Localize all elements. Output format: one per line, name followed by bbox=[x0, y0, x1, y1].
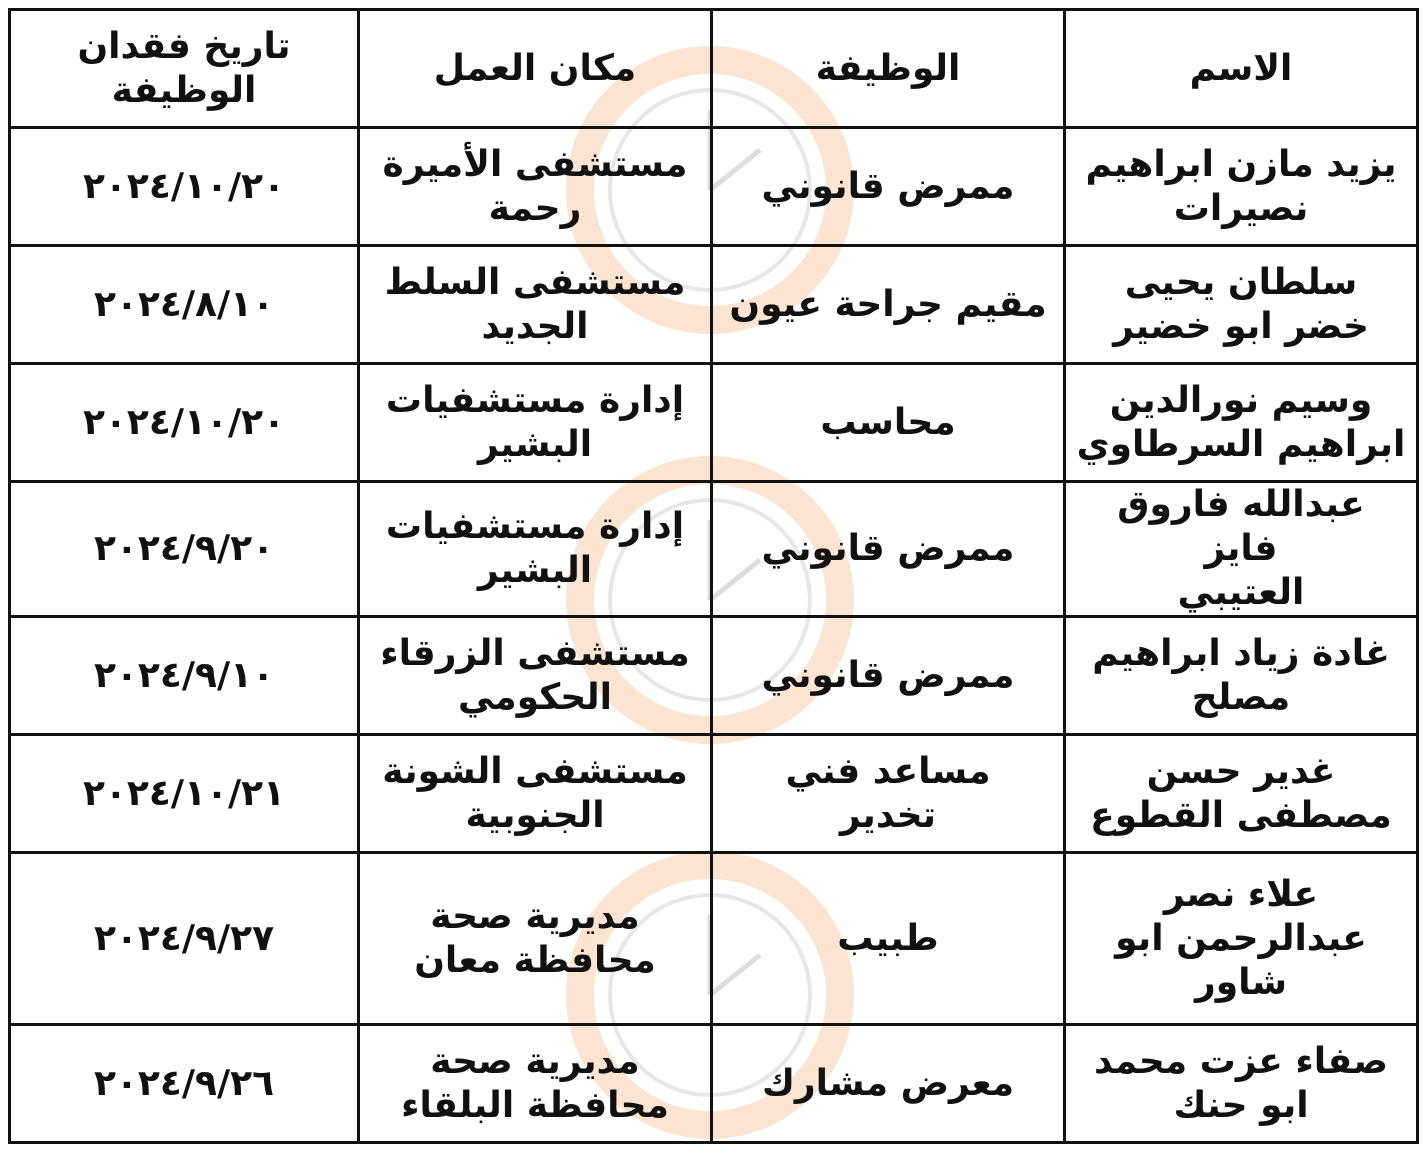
header-name-label: الاسم bbox=[1189, 47, 1293, 89]
cell-name-text: غدير حسن مصطفى القطوع bbox=[1090, 750, 1392, 836]
cell-job-text: ممرض قانوني bbox=[761, 165, 1015, 207]
cell-job bbox=[712, 482, 1065, 617]
cell-name bbox=[1065, 617, 1418, 735]
cell-date-text: ٢٠٢٤/٩/١٠ bbox=[93, 654, 275, 696]
document-page bbox=[8, 8, 1416, 1136]
cell-job-text: مساعد فني تخدير bbox=[785, 750, 991, 836]
cell-job bbox=[712, 364, 1065, 482]
header-date-label: تاريخ فقدان الوظيفة bbox=[77, 25, 291, 111]
header-job-label: الوظيفة bbox=[815, 47, 961, 89]
table-row bbox=[10, 246, 1418, 364]
table-row bbox=[10, 1025, 1418, 1143]
cell-name-text: سلطان يحيى خضر ابو خضير bbox=[1113, 261, 1369, 347]
table-row bbox=[10, 617, 1418, 735]
cell-place bbox=[359, 246, 712, 364]
cell-place-text: إدارة مستشفيات البشير bbox=[385, 379, 685, 465]
cell-name bbox=[1065, 735, 1418, 853]
cell-job-text: محاسب bbox=[820, 401, 956, 443]
cell-name-text: غادة زياد ابراهيم مصلح bbox=[1092, 632, 1390, 718]
cell-name-text: صفاء عزت محمد ابو حنك bbox=[1093, 1040, 1388, 1126]
cell-job bbox=[712, 735, 1065, 853]
cell-place-text: إدارة مستشفيات البشير bbox=[385, 506, 685, 591]
cell-place bbox=[359, 617, 712, 735]
cell-name bbox=[1065, 853, 1418, 1025]
cell-date-text: ٢٠٢٤/١٠/٢١ bbox=[82, 772, 286, 814]
table-header-row bbox=[10, 10, 1418, 128]
cell-job bbox=[712, 853, 1065, 1025]
cell-date-text: ٢٠٢٤/٩/٢٠ bbox=[93, 528, 275, 569]
cell-place-text: مديرية صحة محافظة البلقاء bbox=[401, 1040, 669, 1126]
cell-job bbox=[712, 617, 1065, 735]
cell-name-text: وسيم نورالدين ابراهيم السرطاوي bbox=[1076, 379, 1406, 465]
cell-job bbox=[712, 128, 1065, 246]
cell-place bbox=[359, 853, 712, 1025]
cell-name bbox=[1065, 128, 1418, 246]
cell-date bbox=[10, 853, 359, 1025]
cell-place-text: مديرية صحة محافظة معان bbox=[414, 895, 656, 981]
table-row bbox=[10, 735, 1418, 853]
cell-job-text: معرض مشارك bbox=[761, 1062, 1015, 1104]
cell-place-text: مستشفى الشونة الجنوبية bbox=[382, 750, 688, 836]
cell-date-text: ٢٠٢٤/٨/١٠ bbox=[93, 283, 275, 325]
cell-date-text: ٢٠٢٤/٩/٢٦ bbox=[93, 1062, 275, 1104]
cell-date-text: ٢٠٢٤/١٠/٢٠ bbox=[82, 401, 286, 443]
cell-place bbox=[359, 128, 712, 246]
cell-place bbox=[359, 1025, 712, 1143]
cell-name bbox=[1065, 1025, 1418, 1143]
cell-place-text: مستشفى السلط الجديد bbox=[384, 261, 686, 347]
table-row bbox=[10, 482, 1418, 617]
cell-date-text: ٢٠٢٤/١٠/٢٠ bbox=[82, 165, 286, 207]
cell-date bbox=[10, 1025, 359, 1143]
cell-name bbox=[1065, 482, 1418, 617]
cell-place-text: مستشفى الزرقاء الحكومي bbox=[380, 632, 690, 718]
cell-date bbox=[10, 617, 359, 735]
header-place-label: مكان العمل bbox=[433, 47, 637, 89]
table-row bbox=[10, 128, 1418, 246]
cell-name bbox=[1065, 246, 1418, 364]
cell-place bbox=[359, 482, 712, 617]
table-row bbox=[10, 853, 1418, 1025]
header-name bbox=[1065, 10, 1418, 128]
cell-date bbox=[10, 364, 359, 482]
cell-job-text: طبيب bbox=[837, 917, 939, 959]
cell-date-text: ٢٠٢٤/٩/٢٧ bbox=[93, 917, 275, 959]
table-row bbox=[10, 364, 1418, 482]
header-date bbox=[10, 10, 359, 128]
cell-date bbox=[10, 246, 359, 364]
cell-job-text: ممرض قانوني bbox=[761, 654, 1015, 696]
cell-date bbox=[10, 482, 359, 617]
cell-job-text: ممرض قانوني bbox=[761, 528, 1015, 569]
cell-job bbox=[712, 246, 1065, 364]
cell-name bbox=[1065, 364, 1418, 482]
cell-place bbox=[359, 364, 712, 482]
header-job bbox=[712, 10, 1065, 128]
cell-job bbox=[712, 1025, 1065, 1143]
employees-table bbox=[8, 8, 1419, 1144]
cell-date bbox=[10, 735, 359, 853]
cell-place-text: مستشفى الأميرة رحمة bbox=[382, 143, 688, 229]
cell-name-text: علاء نصر عبدالرحمن ابو شاور bbox=[1115, 873, 1367, 1003]
cell-name-text: عبدالله فاروق فايز العتيبي bbox=[1117, 484, 1365, 613]
cell-place bbox=[359, 735, 712, 853]
cell-date bbox=[10, 128, 359, 246]
cell-name-text: يزيد مازن ابراهيم نصيرات bbox=[1085, 143, 1397, 229]
header-place bbox=[359, 10, 712, 128]
cell-job-text: مقيم جراحة عيون bbox=[729, 283, 1047, 325]
